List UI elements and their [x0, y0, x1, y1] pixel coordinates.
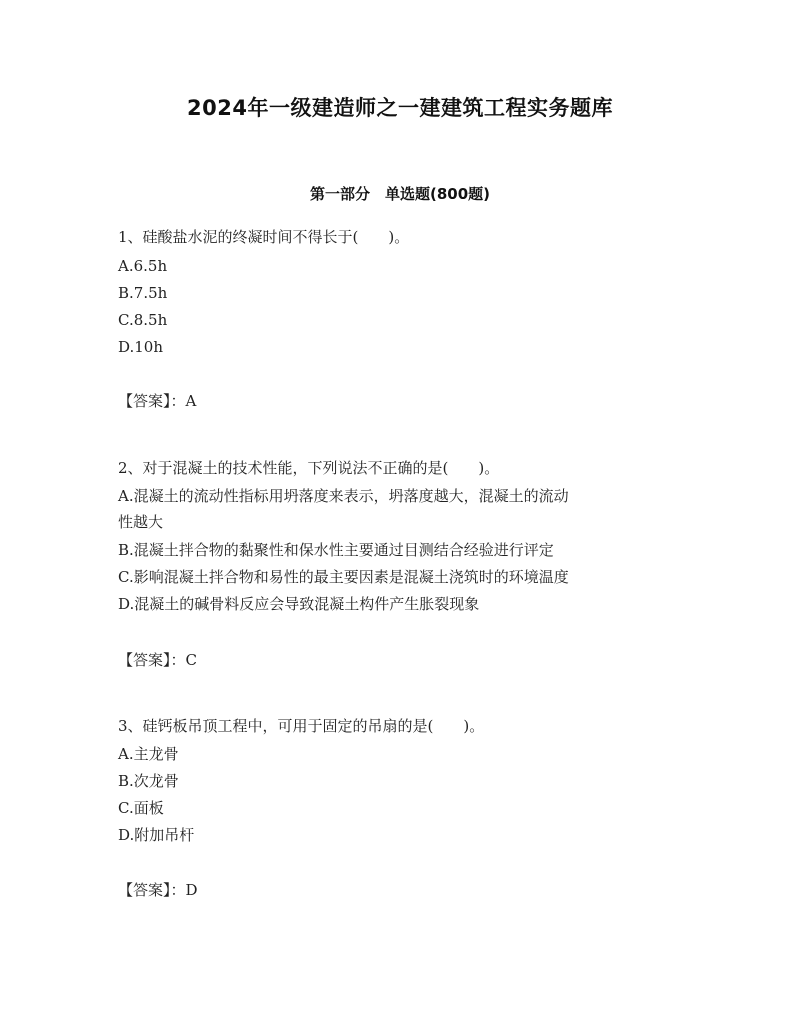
question-1-option-b: B.7.5h [118, 284, 168, 302]
question-3-option-b: B.次龙骨 [118, 772, 179, 790]
question-1-stem: 1、硅酸盐水泥的终凝时间不得长于( )。 [118, 228, 410, 246]
question-3-option-a: A.主龙骨 [118, 745, 179, 763]
question-1-option-a: A.6.5h [118, 257, 168, 275]
question-1-answer: 【答案】：A [118, 392, 197, 410]
question-2-option-a: A.混凝土的流动性指标用坍落度来表示，坍落度越大，混凝土的流动 [118, 487, 569, 505]
question-2-option-c: C.影响混凝土拌合物和易性的最主要因素是混凝土浇筑时的环境温度 [118, 568, 569, 586]
document-title: 2024年一级建造师之一建建筑工程实务题库 [187, 96, 613, 120]
question-2-answer: 【答案】：C [118, 651, 197, 669]
question-2-option-b: B.混凝土拌合物的黏聚性和保水性主要通过目测结合经验进行评定 [118, 541, 554, 559]
question-1-option-c: C.8.5h [118, 311, 168, 329]
question-2-option-d: D.混凝土的碱骨料反应会导致混凝土构件产生胀裂现象 [118, 595, 480, 613]
question-3-stem: 3、硅钙板吊顶工程中，可用于固定的吊扇的是( )。 [118, 717, 485, 735]
question-3-option-c: C.面板 [118, 799, 164, 817]
question-2-option-a-cont: 性越大 [118, 513, 164, 531]
question-3-answer: 【答案】：D [118, 881, 198, 899]
question-1-option-d: D.10h [118, 338, 164, 356]
question-2-stem: 2、对于混凝土的技术性能，下列说法不正确的是( )。 [118, 459, 500, 477]
question-3-option-d: D.附加吊杆 [118, 826, 195, 844]
section-heading: 第一部分 单选题(800题) [309, 185, 491, 203]
